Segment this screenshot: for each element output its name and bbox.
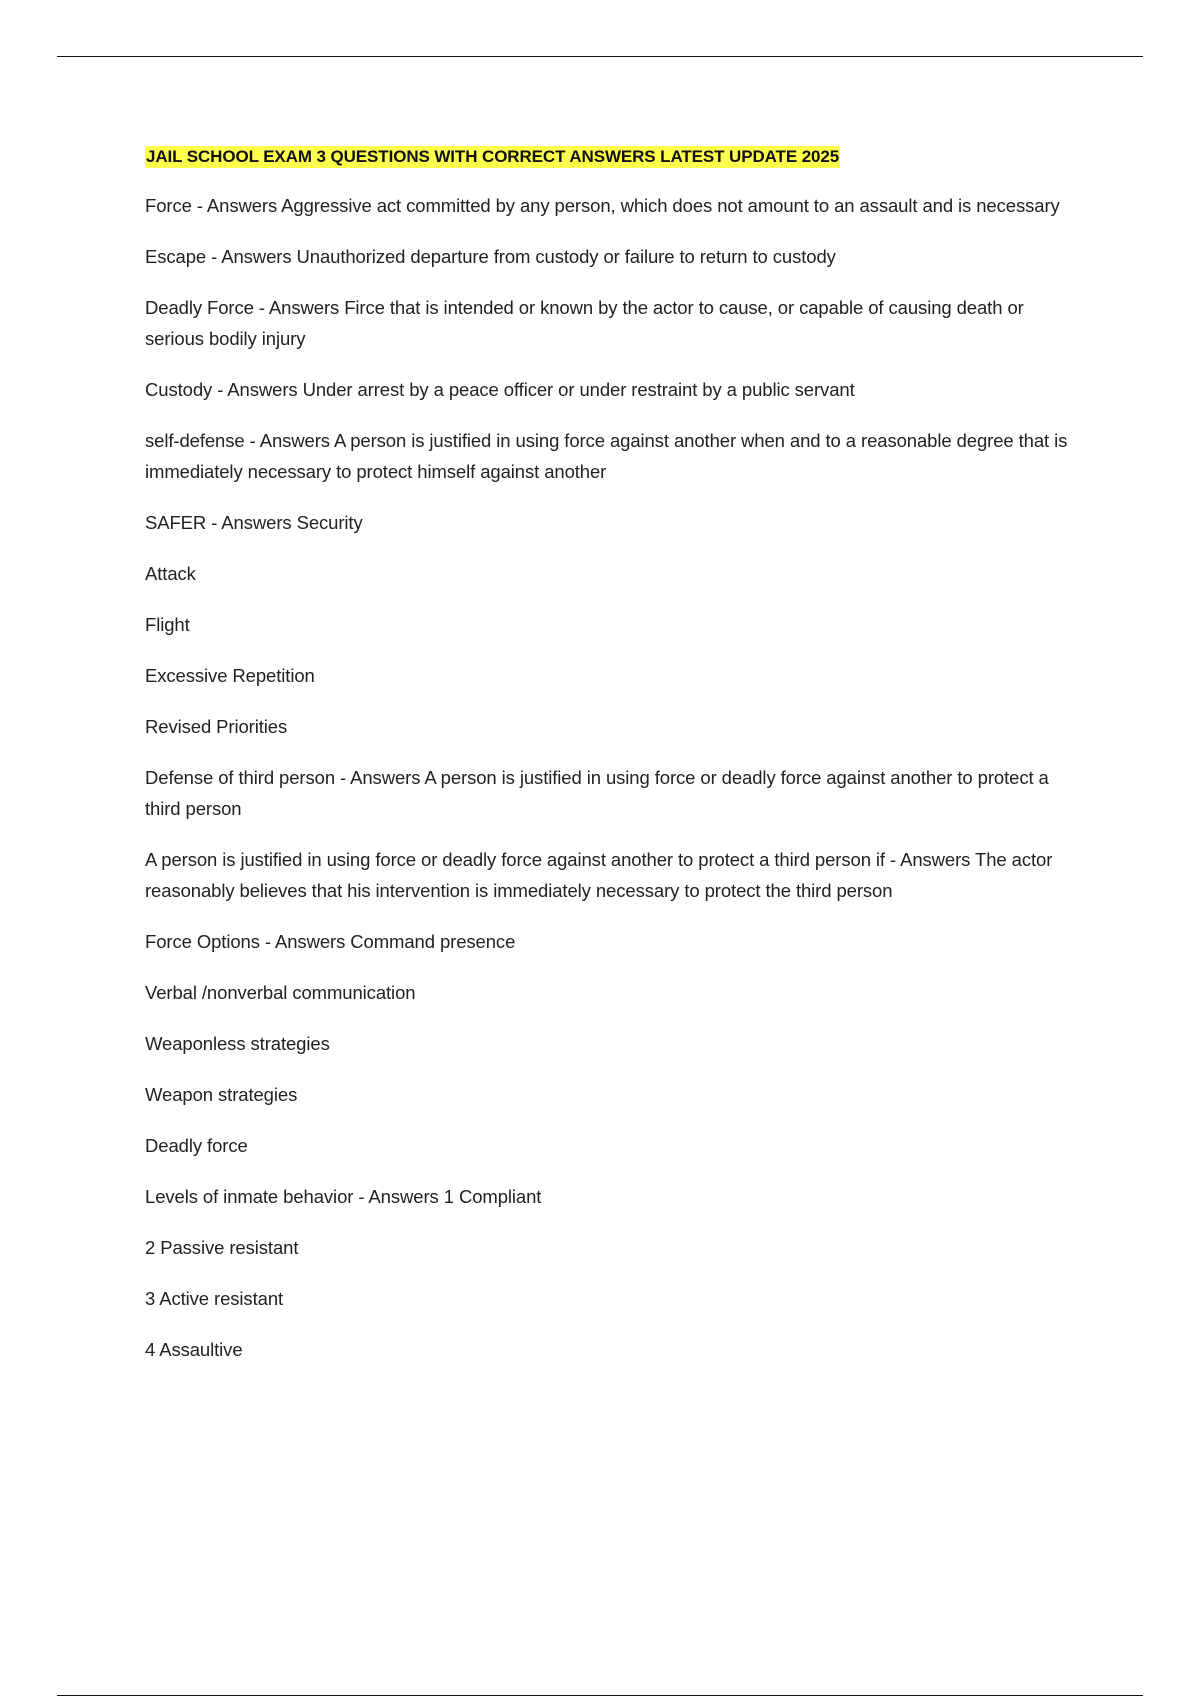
qa-line-10: Revised Priorities — [145, 716, 288, 737]
qa-line-14: Verbal /nonverbal communication — [145, 982, 416, 1003]
footer-rule — [57, 1695, 1143, 1696]
qa-line-4: Custody - Answers Under arrest by a peace officer or under restraint by a public servant — [145, 379, 855, 400]
qa-line-12: A person is justified in using force or deadly force against another to protect a third person if - Answers The actor reasonably believes that his intervention is immediately necessary to protect the third person — [145, 849, 1053, 901]
qa-line-11: Defense of third person - Answers A person is justified in using force or deadly force against another to protect a third person — [145, 767, 1049, 819]
document-body — [145, 146, 1085, 1385]
qa-line-20: 3 Active resistant — [145, 1288, 284, 1309]
qa-line-13: Force Options - Answers Command presence — [145, 931, 516, 952]
qa-line-16: Weapon strategies — [145, 1084, 298, 1105]
qa-line-19: 2 Passive resistant — [145, 1237, 299, 1258]
header-rule — [57, 56, 1143, 57]
qa-line-5: self-defense - Answers A person is justified in using force against another when and to a reasonable degree that is immediately necessary to protect himself against another — [145, 430, 1068, 482]
qa-line-15: Weaponless strategies — [145, 1033, 330, 1054]
qa-line-1: Force - Answers Aggressive act committed by any person, which does not amount to an assault and is necessary — [145, 195, 1060, 216]
qa-line-3: Deadly Force - Answers Firce that is intended or known by the actor to cause, or capable of causing death or serious bodily injury — [145, 297, 1024, 349]
qa-line-6: SAFER - Answers Security — [145, 512, 363, 533]
qa-line-2: Escape - Answers Unauthorized departure from custody or failure to return to custody — [145, 246, 836, 267]
qa-list — [145, 190, 1085, 1365]
qa-line-8: Flight — [145, 614, 190, 635]
qa-line-21: 4 Assaultive — [145, 1339, 243, 1360]
document-title: JAIL SCHOOL EXAM 3 QUESTIONS WITH CORRECT ANSWERS LATEST UPDATE 2025 — [146, 147, 840, 166]
qa-line-18: Levels of inmate behavior - Answers 1 Compliant — [145, 1186, 542, 1207]
qa-line-9: Excessive Repetition — [145, 665, 315, 686]
qa-line-7: Attack — [145, 563, 196, 584]
qa-line-17: Deadly force — [145, 1135, 248, 1156]
